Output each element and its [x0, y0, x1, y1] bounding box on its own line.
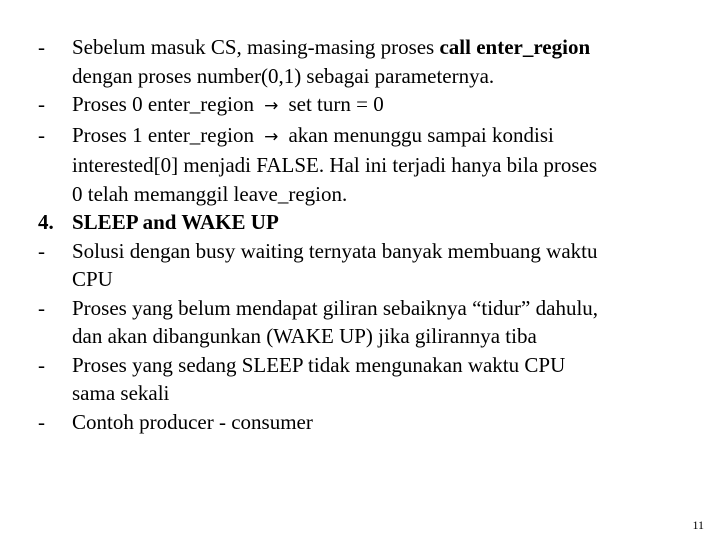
item-bold-text: call enter_region — [439, 35, 591, 59]
section-heading: SLEEP and WAKE UP — [72, 210, 279, 234]
item-text-line: 0 telah memanggil leave_region. — [72, 181, 348, 206]
item-text-segment: Sebelum masuk CS, masing-masing proses — [72, 35, 440, 59]
right-arrow-icon: → — [264, 96, 279, 116]
item-text-line: dan akan dibangunkan (WAKE UP) jika gilirannya tiba — [72, 324, 537, 348]
bullet-dash: - — [38, 238, 45, 263]
bullet-dash: - — [38, 352, 45, 377]
item-text — [72, 121, 698, 209]
list-item — [38, 90, 698, 121]
bullet-list — [38, 33, 698, 436]
page-number: 11 — [692, 518, 704, 532]
item-text-line: interested[0] menjadi FALSE. Hal ini terjadi hanya bila proses — [72, 153, 598, 177]
list-item — [38, 351, 698, 408]
bullet-dash: - — [38, 409, 45, 434]
item-text-line: Proses yang belum mendapat giliran sebaiknya “tidur” dahulu, — [72, 295, 599, 320]
item-text — [72, 408, 698, 437]
item-text — [72, 351, 698, 408]
list-item-heading — [38, 208, 698, 237]
item-text-segment: Proses 1 enter_region — [72, 122, 254, 147]
list-item — [38, 294, 698, 351]
bullet-dash: - — [38, 92, 45, 116]
bullet-dash: - — [38, 122, 45, 147]
list-item — [38, 408, 698, 437]
item-text-line: dengan proses number(0,1) sebagai parameternya. — [72, 63, 495, 88]
list-item — [38, 121, 698, 209]
item-text-segment: set turn = 0 — [288, 92, 384, 116]
item-text — [72, 33, 698, 90]
item-text-line: Contoh producer - consumer — [72, 409, 313, 434]
item-text-line: CPU — [72, 267, 113, 291]
item-text — [72, 294, 698, 351]
item-text-line: Proses yang sedang SLEEP tidak mengunakan waktu CPU — [72, 352, 566, 377]
item-text — [72, 90, 698, 121]
section-number: 4. — [38, 210, 54, 234]
item-text-line: Solusi dengan busy waiting ternyata banyak membuang waktu — [72, 238, 598, 263]
bullet-dash: - — [38, 295, 45, 320]
item-text — [72, 237, 698, 294]
list-item — [38, 33, 698, 90]
item-text-segment: Proses 0 enter_region — [72, 92, 254, 116]
right-arrow-icon: → — [264, 126, 279, 147]
item-text-line: sama sekali — [72, 381, 170, 405]
item-text-segment: akan menunggu sampai kondisi — [288, 122, 554, 147]
bullet-dash: - — [38, 35, 45, 59]
list-item — [38, 237, 698, 294]
